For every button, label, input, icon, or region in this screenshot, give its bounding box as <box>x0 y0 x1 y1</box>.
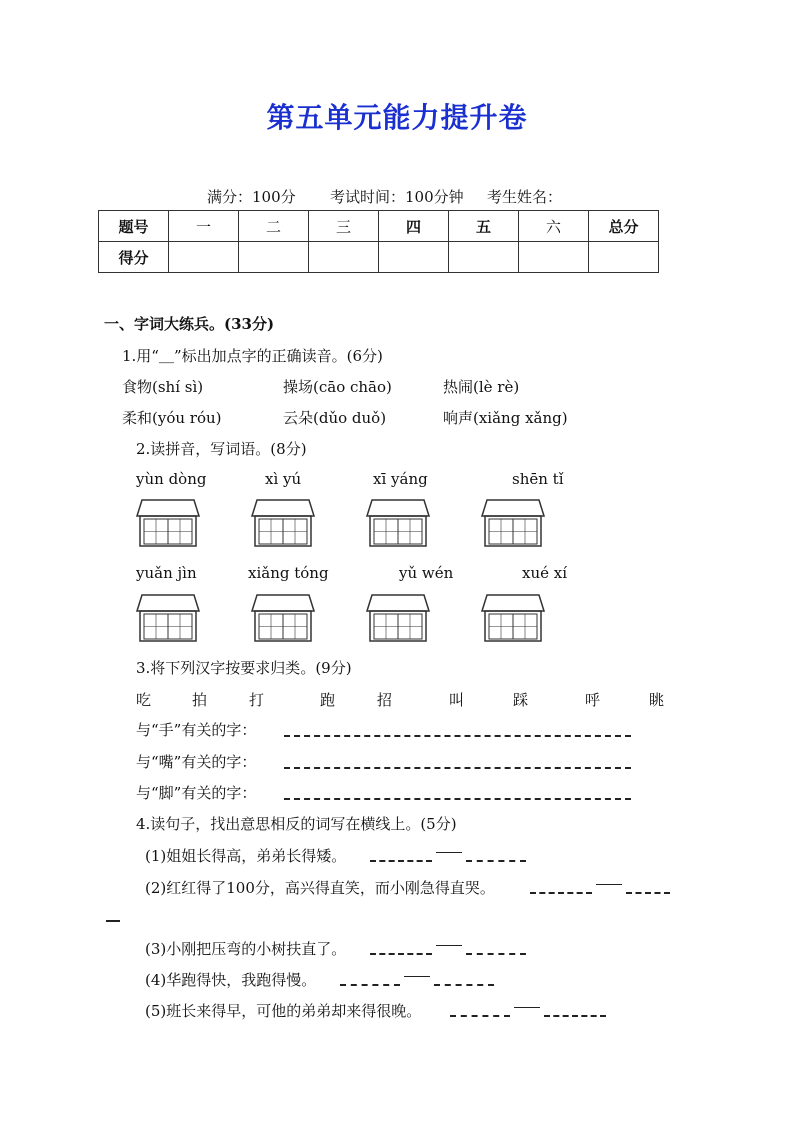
character: 呼 <box>585 691 601 709</box>
character: 招 <box>377 691 393 709</box>
table-header: 三 <box>309 211 379 242</box>
question-1-prompt: 1.用“＿”标出加点字的正确读音。(6分) <box>122 347 383 365</box>
category-label: 与“手”有关的字： <box>136 721 257 739</box>
question-4-prompt: 4.读句子，找出意思相反的词写在横线上。(5分) <box>136 815 457 833</box>
answer-line[interactable] <box>466 953 526 955</box>
writing-grid-box[interactable] <box>366 499 430 547</box>
pinyin-label: yùn dòng <box>136 470 207 488</box>
dash-separator <box>404 976 430 977</box>
character: 跑 <box>320 691 336 709</box>
pinyin-label: xiǎng tóng <box>248 564 329 582</box>
q1-item: 响声(xiǎng xǎng) <box>443 409 568 427</box>
table-header: 四 <box>379 211 449 242</box>
answer-line[interactable] <box>626 892 670 894</box>
writing-grid-box[interactable] <box>366 594 430 642</box>
character: 踩 <box>513 691 529 709</box>
score-cell[interactable] <box>449 242 519 273</box>
score-row-label: 得分 <box>99 242 169 273</box>
character: 眺 <box>649 691 665 709</box>
pinyin-label: yǔ wén <box>399 564 454 582</box>
writing-grid-box[interactable] <box>251 594 315 642</box>
full-score: 满分：100分 <box>207 188 296 206</box>
answer-line-continued[interactable] <box>106 920 120 922</box>
score-cell[interactable] <box>519 242 589 273</box>
sentence: (5)班长来得早，可他的弟弟却来得很晚。 <box>145 1002 422 1020</box>
score-table-header-row <box>99 211 659 242</box>
writing-grid-box[interactable] <box>251 499 315 547</box>
dash-separator <box>436 852 462 853</box>
score-cell[interactable] <box>589 242 659 273</box>
sentence: (3)小刚把压弯的小树扶直了。 <box>145 940 347 958</box>
question-2-prompt: 2.读拼音，写词语。(8分) <box>136 440 307 458</box>
exam-time: 考试时间：100分钟 <box>330 188 464 206</box>
category-label: 与“嘴”有关的字： <box>136 753 257 771</box>
character: 拍 <box>192 691 208 709</box>
writing-grid-box[interactable] <box>481 499 545 547</box>
writing-grid-box[interactable] <box>136 594 200 642</box>
score-table-score-row <box>99 242 659 273</box>
q1-item: 热闹(lè rè) <box>443 378 520 396</box>
character: 打 <box>249 691 265 709</box>
q1-item: 柔和(yóu róu) <box>122 409 222 427</box>
q1-item: 食物(shí sì) <box>122 378 204 396</box>
writing-grid-box[interactable] <box>136 499 200 547</box>
answer-line[interactable] <box>434 984 494 986</box>
answer-line[interactable] <box>466 860 526 862</box>
dash-separator <box>514 1007 540 1008</box>
score-cell[interactable] <box>239 242 309 273</box>
dash-separator <box>436 945 462 946</box>
table-header: 六 <box>519 211 589 242</box>
answer-line[interactable] <box>370 860 432 862</box>
answer-line[interactable] <box>284 798 631 800</box>
page-title: 第五单元能力提升卷 <box>266 101 528 134</box>
sentence: (2)红红得了100分，高兴得直笑，而小刚急得直哭。 <box>145 879 495 897</box>
category-label: 与“脚”有关的字： <box>136 784 257 802</box>
sentence: (1)姐姐长得高，弟弟长得矮。 <box>145 847 347 865</box>
q1-item: 操场(cāo chāo) <box>283 378 392 396</box>
pinyin-label: xué xí <box>522 564 568 582</box>
character: 吃 <box>136 691 152 709</box>
writing-grid-box[interactable] <box>481 594 545 642</box>
pinyin-label: xī yáng <box>373 470 428 488</box>
table-header: 五 <box>449 211 519 242</box>
pinyin-label: xì yú <box>265 470 302 488</box>
section-heading: 一、字词大练兵。(33分) <box>104 315 275 333</box>
score-table <box>98 210 659 273</box>
pinyin-label: yuǎn jìn <box>136 564 197 582</box>
character: 叫 <box>449 691 465 709</box>
dash-separator <box>596 884 622 885</box>
student-name-label: 考生姓名： <box>487 188 563 206</box>
answer-line[interactable] <box>370 953 432 955</box>
score-cell[interactable] <box>309 242 379 273</box>
score-cell[interactable] <box>379 242 449 273</box>
answer-line[interactable] <box>530 892 592 894</box>
answer-line[interactable] <box>544 1015 606 1017</box>
table-header: 一 <box>169 211 239 242</box>
table-header: 二 <box>239 211 309 242</box>
question-3-prompt: 3.将下列汉字按要求归类。(9分) <box>136 659 352 677</box>
answer-line[interactable] <box>284 767 631 769</box>
table-header: 题号 <box>99 211 169 242</box>
answer-line[interactable] <box>340 984 400 986</box>
answer-line[interactable] <box>450 1015 510 1017</box>
score-cell[interactable] <box>169 242 239 273</box>
q1-item: 云朵(dǔo duǒ) <box>283 409 387 427</box>
answer-line[interactable] <box>284 735 631 737</box>
table-header: 总分 <box>589 211 659 242</box>
sentence: (4)华跑得快，我跑得慢。 <box>145 971 317 989</box>
pinyin-label: shēn tǐ <box>512 470 564 488</box>
